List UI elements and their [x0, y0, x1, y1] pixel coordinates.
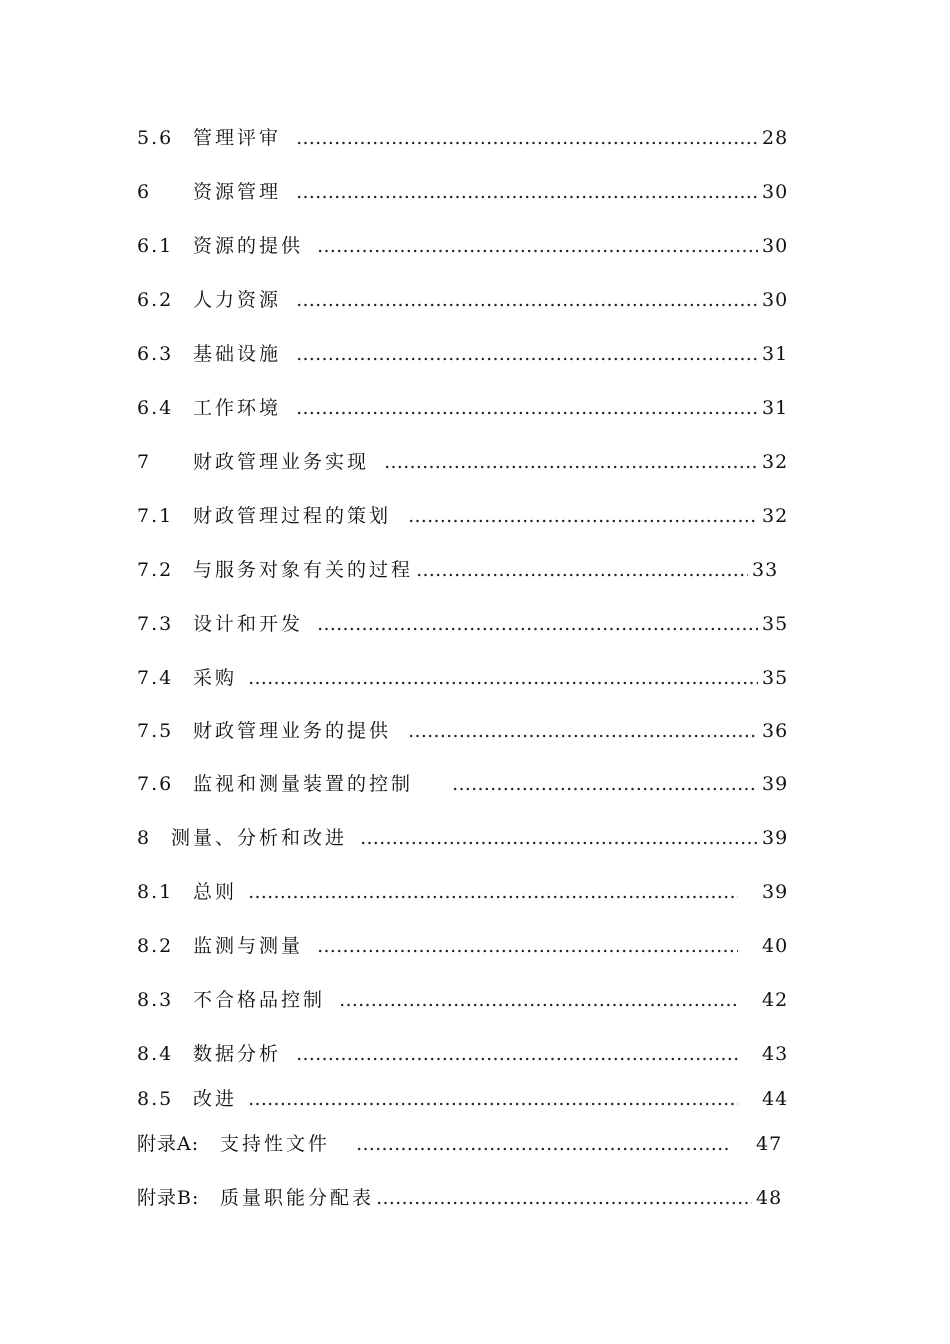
- toc-entry: [0, 339, 950, 369]
- dot-leader: [356, 1129, 730, 1159]
- toc-entry-page: 40: [762, 935, 789, 957]
- toc-entry-number: 8.3: [137, 989, 174, 1011]
- toc-entry-title: 改进: [193, 1088, 238, 1110]
- toc-entry-number: 8: [137, 827, 152, 849]
- toc-entry: [0, 609, 950, 639]
- toc-entry-title: 监视和测量装置的控制: [193, 773, 414, 795]
- toc-entry-title: 监测与测量: [193, 935, 304, 957]
- toc-entry-number: 5.6: [137, 127, 174, 149]
- toc-entry: [0, 393, 950, 423]
- toc-entry-number: 7.2: [137, 559, 174, 581]
- toc-entry-title: 工作环境: [193, 397, 282, 419]
- toc-entry: [0, 931, 950, 961]
- toc-entry-page: 43: [762, 1043, 789, 1065]
- toc-entry-number: 附录B:: [137, 1187, 200, 1209]
- dot-leader: [408, 501, 758, 531]
- toc-entry-page: 31: [762, 343, 789, 365]
- toc-entry-number: 7: [137, 451, 152, 473]
- dot-leader: [384, 447, 758, 477]
- dot-leader: [317, 609, 758, 639]
- toc-entry-page: 47: [756, 1133, 783, 1155]
- toc-entry-number: 7.6: [137, 773, 174, 795]
- toc-entry-title: 测量、分析和改进: [171, 827, 348, 849]
- toc-entry: [0, 501, 950, 531]
- toc-entry-title: 设计和开发: [193, 613, 304, 635]
- toc-entry: [0, 769, 950, 799]
- toc-entry-page: 33: [752, 559, 779, 581]
- toc-entry-page: 39: [762, 773, 789, 795]
- toc-entry-page: 48: [756, 1187, 783, 1209]
- toc-entry-title: 资源的提供: [193, 235, 304, 257]
- toc-entry-number: 7.4: [137, 667, 174, 689]
- toc-entry-title: 财政管理业务的提供: [193, 720, 392, 742]
- toc-entry-page: 36: [762, 720, 789, 742]
- toc-entry: [0, 1129, 950, 1159]
- toc-entry: [0, 823, 950, 853]
- toc-entry-title: 数据分析: [193, 1043, 282, 1065]
- toc-entry-title: 基础设施: [193, 343, 282, 365]
- toc-entry-page: 31: [762, 397, 789, 419]
- toc-entry-page: 32: [762, 505, 789, 527]
- toc-entry-title: 财政管理过程的策划: [193, 505, 392, 527]
- dot-leader: [296, 1039, 738, 1069]
- dot-leader: [360, 823, 758, 853]
- toc-entry-number: 7.1: [137, 505, 174, 527]
- toc-entry-number: 8.2: [137, 935, 174, 957]
- dot-leader: [317, 231, 758, 261]
- toc-entry-number: 7.5: [137, 720, 174, 742]
- toc-entry-title: 采购: [193, 667, 238, 689]
- dot-leader: [248, 663, 758, 693]
- toc-entry-title: 质量职能分配表: [220, 1187, 375, 1209]
- toc-entry-page: 30: [762, 289, 789, 311]
- toc-entry-number: 8.1: [137, 881, 174, 903]
- toc-entry-title: 财政管理业务实现: [193, 451, 370, 473]
- toc-entry-number: 6.4: [137, 397, 174, 419]
- toc-entry-number: 6.1: [137, 235, 174, 257]
- toc-entry-page: 42: [762, 989, 789, 1011]
- dot-leader: [296, 285, 758, 315]
- dot-leader: [452, 769, 758, 799]
- toc-entry-page: 30: [762, 181, 789, 203]
- toc-entry-page: 32: [762, 451, 789, 473]
- toc-entry: [0, 1183, 950, 1213]
- toc-entry-page: 39: [762, 827, 789, 849]
- toc-entry: [0, 555, 950, 585]
- dot-leader: [296, 339, 758, 369]
- dot-leader: [296, 123, 758, 153]
- toc-entry: [0, 985, 950, 1015]
- dot-leader: [416, 555, 748, 585]
- toc-entry: [0, 123, 950, 153]
- toc-entry-number: 8.5: [137, 1088, 174, 1110]
- toc-entry-page: 44: [762, 1088, 789, 1110]
- dot-leader: [248, 1084, 738, 1114]
- toc-entry-page: 28: [762, 127, 789, 149]
- toc-entry: [0, 716, 950, 746]
- toc-entry-title: 总则: [193, 881, 238, 903]
- toc-entry-number: 6.2: [137, 289, 174, 311]
- dot-leader: [408, 716, 758, 746]
- dot-leader: [248, 877, 738, 907]
- toc-entry-title: 管理评审: [193, 127, 282, 149]
- toc-entry: [0, 663, 950, 693]
- toc-entry-page: 39: [762, 881, 789, 903]
- dot-leader: [296, 177, 758, 207]
- toc-entry: [0, 285, 950, 315]
- toc-entry-title: 支持性文件: [220, 1133, 331, 1155]
- toc-entry-page: 30: [762, 235, 789, 257]
- toc-entry: [0, 1039, 950, 1069]
- dot-leader: [376, 1183, 752, 1213]
- toc-entry-title: 资源管理: [193, 181, 282, 203]
- toc-entry: [0, 177, 950, 207]
- toc-entry-number: 附录A:: [137, 1133, 200, 1155]
- toc-entry: [0, 1084, 950, 1114]
- dot-leader: [296, 393, 758, 423]
- toc-entry-page: 35: [762, 613, 789, 635]
- toc-entry-page: 35: [762, 667, 789, 689]
- toc-entry: [0, 447, 950, 477]
- toc-entry: [0, 877, 950, 907]
- dot-leader: [317, 931, 738, 961]
- toc-entry-title: 不合格品控制: [193, 989, 326, 1011]
- toc-entry-number: 8.4: [137, 1043, 174, 1065]
- toc-entry-title: 人力资源: [193, 289, 282, 311]
- toc-entry-number: 7.3: [137, 613, 174, 635]
- toc-entry-title: 与服务对象有关的过程: [193, 559, 414, 581]
- toc-entry: [0, 231, 950, 261]
- dot-leader: [339, 985, 738, 1015]
- toc-entry-number: 6.3: [137, 343, 174, 365]
- toc-entry-number: 6: [137, 181, 152, 203]
